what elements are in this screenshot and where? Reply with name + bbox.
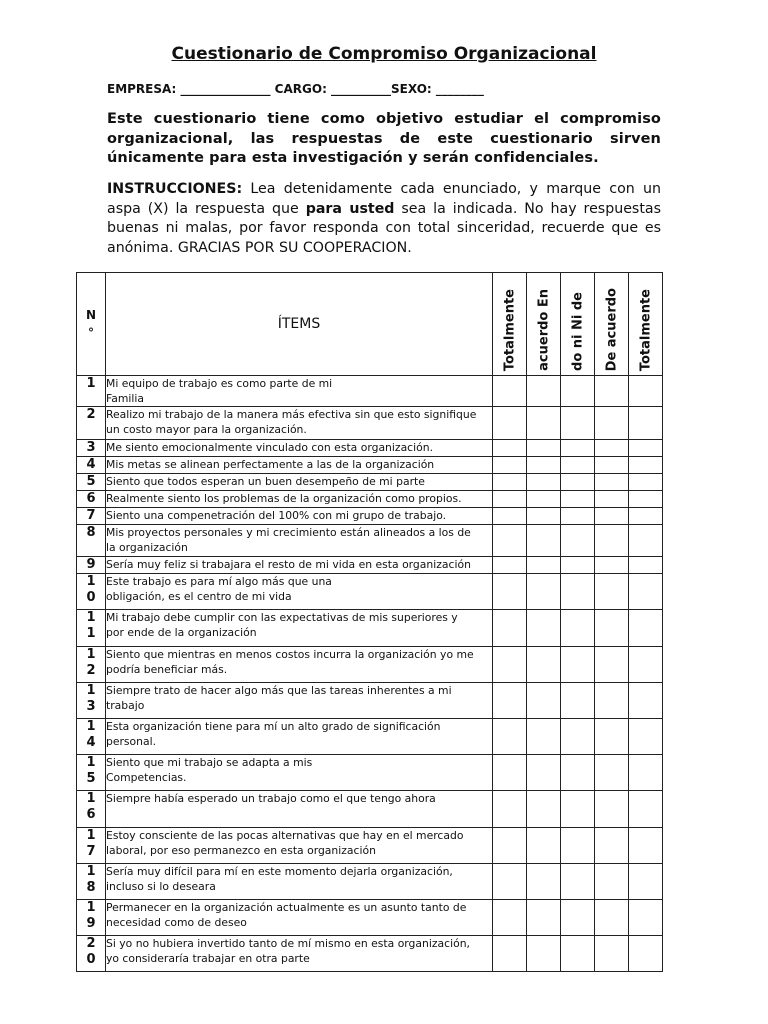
answer-cell[interactable] (561, 936, 595, 972)
answer-cell[interactable] (527, 457, 561, 474)
answer-cell[interactable] (629, 755, 663, 791)
answer-cell[interactable] (493, 864, 527, 900)
answer-cell[interactable] (629, 491, 663, 508)
answer-cell[interactable] (527, 376, 561, 407)
answer-cell[interactable] (493, 407, 527, 440)
answer-cell[interactable] (561, 647, 595, 683)
answer-cell[interactable] (561, 508, 595, 525)
item-number: 1 5 (77, 755, 106, 791)
answer-cell[interactable] (493, 508, 527, 525)
table-row (77, 491, 663, 508)
answer-column-header (561, 273, 595, 376)
item-number: 1 7 (77, 828, 106, 864)
answer-cell[interactable] (629, 864, 663, 900)
answer-cell[interactable] (561, 574, 595, 610)
item-text: Estoy consciente de las pocas alternativas que hay en el mercado laboral, por eso permanezco en esta organización (106, 828, 493, 864)
answer-cell[interactable] (595, 683, 629, 719)
answer-cell[interactable] (527, 791, 561, 828)
answer-cell[interactable] (493, 440, 527, 457)
answer-cell[interactable] (561, 791, 595, 828)
item-text: Siento una compenetración del 100% con mi grupo de trabajo. (106, 508, 493, 525)
answer-column-header (493, 273, 527, 376)
answer-cell[interactable] (629, 574, 663, 610)
table-header-row (77, 273, 663, 376)
answer-cell[interactable] (629, 407, 663, 440)
item-text: Mi trabajo debe cumplir con las expectativas de mis superiores y por ende de la organización (106, 610, 493, 647)
answer-cell[interactable] (595, 407, 629, 440)
answer-cell[interactable] (629, 557, 663, 574)
answer-cell[interactable] (527, 574, 561, 610)
answer-cell[interactable] (595, 440, 629, 457)
header-fields: EMPRESA: _______________ CARGO: __________SEXO: ________ (107, 82, 484, 96)
answer-cell[interactable] (561, 376, 595, 407)
answer-cell[interactable] (595, 755, 629, 791)
answer-cell[interactable] (527, 407, 561, 440)
answer-cell[interactable] (527, 474, 561, 491)
item-text: Siento que mi trabajo se adapta a mis Competencias. (106, 755, 493, 791)
answer-cell[interactable] (629, 457, 663, 474)
answer-cell[interactable] (595, 791, 629, 828)
answer-cell[interactable] (493, 828, 527, 864)
table-row (77, 683, 663, 719)
table-row (77, 864, 663, 900)
answer-cell[interactable] (493, 610, 527, 647)
item-number: 1 (77, 376, 106, 407)
item-number: 1 9 (77, 900, 106, 936)
answer-cell[interactable] (561, 828, 595, 864)
item-text: Realmente siento los problemas de la organización como propios. (106, 491, 493, 508)
answer-cell[interactable] (595, 719, 629, 755)
answer-cell[interactable] (527, 683, 561, 719)
answer-cell[interactable] (493, 491, 527, 508)
table-row (77, 755, 663, 791)
number-header: N ° (77, 273, 106, 376)
instructions-paragraph (107, 180, 661, 258)
answer-cell[interactable] (629, 791, 663, 828)
answer-cell[interactable] (595, 864, 629, 900)
answer-column-label: De acuerdo (604, 287, 619, 371)
answer-cell[interactable] (561, 864, 595, 900)
answer-cell[interactable] (629, 683, 663, 719)
answer-cell[interactable] (527, 508, 561, 525)
answer-cell[interactable] (561, 474, 595, 491)
table-row (77, 525, 663, 557)
answer-cell[interactable] (493, 557, 527, 574)
answer-cell[interactable] (527, 755, 561, 791)
item-text: Siento que mientras en menos costos incurra la organización yo me podría beneficiar más. (106, 647, 493, 683)
answer-cell[interactable] (493, 457, 527, 474)
answer-cell[interactable] (561, 900, 595, 936)
item-text: Esta organización tiene para mí un alto grado de significación personal. (106, 719, 493, 755)
answer-cell[interactable] (595, 508, 629, 525)
item-text: Mi equipo de trabajo es como parte de mi Familia (106, 376, 493, 407)
answer-cell[interactable] (527, 828, 561, 864)
answer-cell[interactable] (629, 900, 663, 936)
answer-column-header (595, 273, 629, 376)
item-text: Mis proyectos personales y mi crecimiento están alineados a los de la organización (106, 525, 493, 557)
answer-cell[interactable] (527, 557, 561, 574)
instructions-emphasis: para usted (305, 200, 395, 217)
answer-cell[interactable] (527, 900, 561, 936)
table-row (77, 574, 663, 610)
item-number: 2 0 (77, 936, 106, 972)
item-number: 3 (77, 440, 106, 457)
item-number: 9 (77, 557, 106, 574)
table-row (77, 647, 663, 683)
answer-cell[interactable] (527, 936, 561, 972)
answer-cell[interactable] (527, 719, 561, 755)
answer-cell[interactable] (629, 525, 663, 557)
table-row (77, 376, 663, 407)
answer-cell[interactable] (629, 610, 663, 647)
answer-cell[interactable] (561, 440, 595, 457)
answer-cell[interactable] (527, 647, 561, 683)
answer-cell[interactable] (629, 647, 663, 683)
answer-cell[interactable] (493, 474, 527, 491)
answer-cell[interactable] (493, 900, 527, 936)
answer-cell[interactable] (629, 828, 663, 864)
items-header: ÍTEMS (106, 273, 493, 376)
answer-cell[interactable] (561, 457, 595, 474)
item-text: Mis metas se alinean perfectamente a las de la organización (106, 457, 493, 474)
item-text: Este trabajo es para mí algo más que una obligación, es el centro de mi vida (106, 574, 493, 610)
item-number: 1 0 (77, 574, 106, 610)
item-number: 1 6 (77, 791, 106, 828)
answer-cell[interactable] (493, 376, 527, 407)
answer-cell[interactable] (527, 491, 561, 508)
answer-cell[interactable] (595, 828, 629, 864)
item-number: 4 (77, 457, 106, 474)
questionnaire-table (76, 272, 663, 972)
answer-cell[interactable] (595, 574, 629, 610)
answer-cell[interactable] (595, 936, 629, 972)
table-row (77, 407, 663, 440)
answer-cell[interactable] (493, 791, 527, 828)
answer-cell[interactable] (595, 610, 629, 647)
item-text: Siempre trato de hacer algo más que las tareas inherentes a mi trabajo (106, 683, 493, 719)
table-row (77, 474, 663, 491)
answer-cell[interactable] (561, 557, 595, 574)
answer-cell[interactable] (595, 474, 629, 491)
answer-cell[interactable] (595, 457, 629, 474)
table-row (77, 457, 663, 474)
answer-cell[interactable] (561, 610, 595, 647)
answer-cell[interactable] (493, 574, 527, 610)
answer-cell[interactable] (629, 474, 663, 491)
answer-cell[interactable] (629, 376, 663, 407)
answer-column-label: do ni Ni de (570, 292, 585, 371)
item-text: Sería muy feliz si trabajara el resto de mi vida en esta organización (106, 557, 493, 574)
intro-paragraph: Este cuestionario tiene como objetivo estudiar el compromiso organizacional, las respuestas de este cuestionario sirven únicamente para esta investigación y serán confidenciales. (107, 111, 661, 166)
answer-cell[interactable] (629, 508, 663, 525)
answer-cell[interactable] (595, 557, 629, 574)
answer-cell[interactable] (561, 491, 595, 508)
item-number: 1 3 (77, 683, 106, 719)
answer-column-label: Totalmente (638, 288, 653, 371)
answer-cell[interactable] (527, 525, 561, 557)
item-number: 5 (77, 474, 106, 491)
item-text: Realizo mi trabajo de la manera más efectiva sin que esto signifique un costo mayor para la organización. (106, 407, 493, 440)
table-row (77, 936, 663, 972)
table-row (77, 828, 663, 864)
answer-cell[interactable] (493, 683, 527, 719)
answer-cell[interactable] (595, 900, 629, 936)
answer-column-label: acuerdo En (536, 289, 551, 371)
answer-cell[interactable] (527, 864, 561, 900)
table-row (77, 900, 663, 936)
answer-cell[interactable] (561, 755, 595, 791)
item-number: 6 (77, 491, 106, 508)
answer-cell[interactable] (629, 936, 663, 972)
item-number: 1 8 (77, 864, 106, 900)
answer-cell[interactable] (527, 440, 561, 457)
answer-cell[interactable] (493, 719, 527, 755)
instructions-text-1: Lea detenidamente cada enunciado, y marque con un aspa (X) la respuesta que (107, 181, 661, 217)
item-number: 2 (77, 407, 106, 440)
item-number: 1 4 (77, 719, 106, 755)
item-text: Me siento emocionalmente vinculado con esta organización. (106, 440, 493, 457)
answer-column-header (527, 273, 561, 376)
answer-cell[interactable] (493, 936, 527, 972)
answer-column-label: Totalmente (502, 288, 517, 371)
answer-cell[interactable] (561, 719, 595, 755)
page-title: Cuestionario de Compromiso Organizacional (171, 44, 597, 64)
answer-cell[interactable] (561, 407, 595, 440)
item-number: 7 (77, 508, 106, 525)
answer-cell[interactable] (595, 376, 629, 407)
table-row (77, 719, 663, 755)
answer-cell[interactable] (561, 525, 595, 557)
answer-cell[interactable] (527, 610, 561, 647)
answer-cell[interactable] (493, 647, 527, 683)
instructions-text-2: sea la indicada. No hay respuestas buenas ni malas, por favor responda con total sinceridad, recuerde que es anónima. GRACIAS POR SU COOPERACION. (107, 200, 661, 256)
table-row (77, 557, 663, 574)
answer-cell[interactable] (493, 525, 527, 557)
item-number: 8 (77, 525, 106, 557)
answer-cell[interactable] (629, 440, 663, 457)
item-number: 1 1 (77, 610, 106, 647)
item-number: 1 2 (77, 647, 106, 683)
answer-column-header (629, 273, 663, 376)
item-text: Si yo no hubiera invertido tanto de mí mismo en esta organización, yo consideraría trabajar en otra parte (106, 936, 493, 972)
answer-cell[interactable] (595, 491, 629, 508)
answer-cell[interactable] (493, 755, 527, 791)
instructions-label: INSTRUCCIONES: (107, 181, 243, 197)
item-text: Sería muy difícil para mí en este momento dejarla organización, incluso si lo deseara (106, 864, 493, 900)
item-text: Siempre había esperado un trabajo como el que tengo ahora (106, 791, 493, 828)
table-row (77, 440, 663, 457)
table-row (77, 508, 663, 525)
table-row (77, 610, 663, 647)
answer-cell[interactable] (561, 683, 595, 719)
answer-cell[interactable] (595, 525, 629, 557)
answer-cell[interactable] (629, 719, 663, 755)
answer-cell[interactable] (595, 647, 629, 683)
item-text: Siento que todos esperan un buen desempeño de mi parte (106, 474, 493, 491)
table-row (77, 791, 663, 828)
item-text: Permanecer en la organización actualmente es un asunto tanto de necesidad como de deseo (106, 900, 493, 936)
